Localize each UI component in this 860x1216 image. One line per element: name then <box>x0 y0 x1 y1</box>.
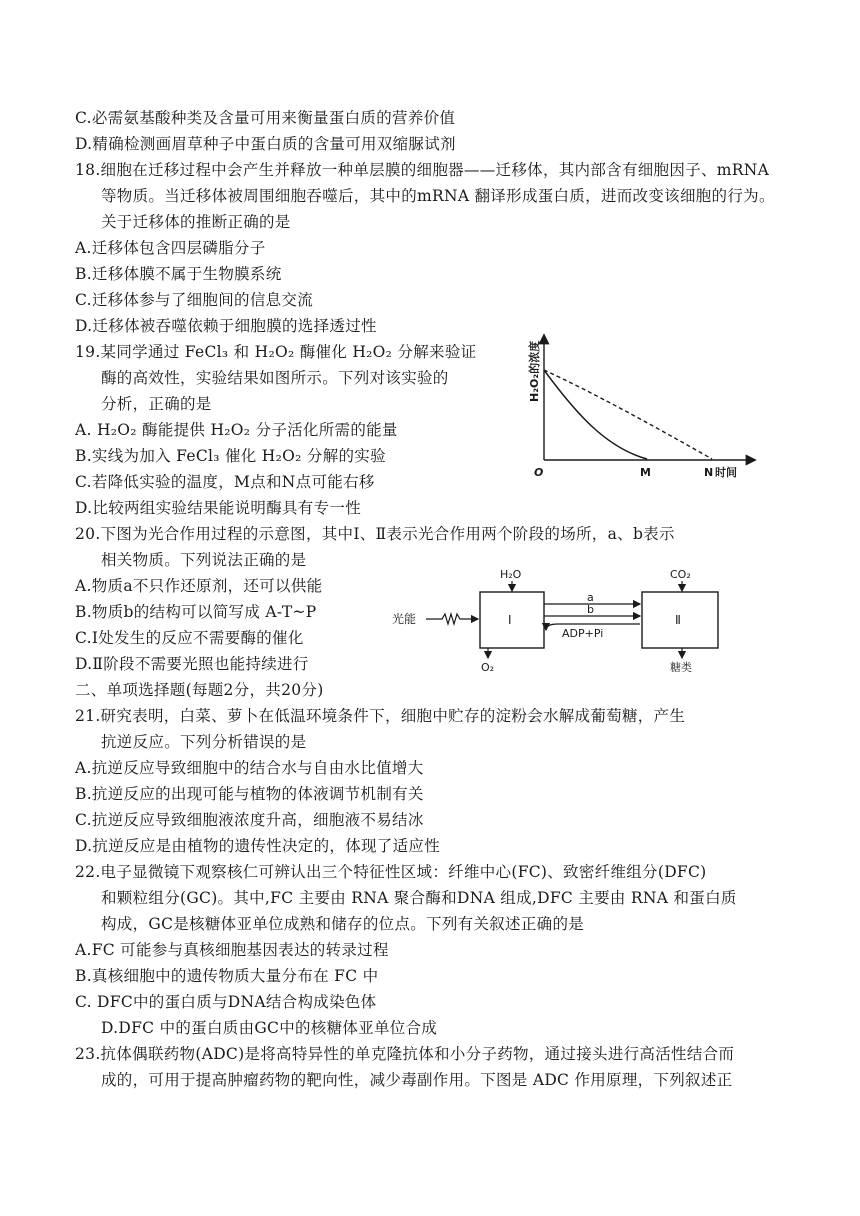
text-line: C.必需氨基酸种类及含量可用来衡量蛋白质的营养价值 <box>75 109 456 127</box>
point-n-label: N <box>704 466 714 479</box>
option-b: B.物质b的结构可以简写成 A-T~P <box>75 603 317 621</box>
text-line: 分析，正确的是 <box>101 395 212 413</box>
stage-2-label: Ⅱ <box>675 613 681 627</box>
option-b: B.抗逆反应的出现可能与植物的体液调节机制有关 <box>75 785 424 803</box>
dashed-curve <box>544 370 712 459</box>
stage-1-box <box>480 592 544 648</box>
option-a: A.FC 可能参与真核细胞基因表达的转录过程 <box>75 941 389 959</box>
text-line: D.精确检测画眉草种子中蛋白质的含量可用双缩脲试剂 <box>75 135 456 153</box>
question-22-stem: 22.电子显微镜下观察核仁可辨认出三个特征性区域：纤维中心(FC)、致密纤维组分(DFC) <box>75 863 707 881</box>
option-d: D.比较两组实验结果能说明酶具有专一性 <box>75 499 362 517</box>
sugar-label: 糖类 <box>670 661 692 672</box>
co2-label: CO₂ <box>670 568 691 581</box>
option-d: D.抗逆反应是由植物的遗传性决定的，体现了适应性 <box>75 837 441 855</box>
photosynthesis-diagram <box>390 562 740 672</box>
option-c: C.Ⅰ处发生的反应不需要酶的催化 <box>75 629 304 647</box>
option-b: B.迁移体膜不属于生物膜系统 <box>75 265 282 283</box>
option-c: C.抗逆反应导致细胞液浓度升高，细胞液不易结冰 <box>75 811 424 829</box>
text-line: 抗逆反应。下列分析错误的是 <box>101 733 307 751</box>
text-line: 相关物质。下列说法正确的是 <box>101 551 307 569</box>
adp-label: ADP+Pi <box>562 627 604 640</box>
question-21-stem: 21.研究表明，白菜、萝卜在低温环境条件下，细胞中贮存的淀粉会水解成葡萄糖，产生 <box>75 707 686 725</box>
text-line: 成的，可用于提高肿瘤药物的靶向性，减少毒副作用。下图是 ADC 作用原理，下列叙述正 <box>101 1071 733 1089</box>
text-line: 构成，GC是核糖体亚单位成熟和储存的位点。下列有关叙述正确的是 <box>101 915 585 933</box>
h2o-label: H₂O <box>500 568 522 581</box>
option-b: B.真核细胞中的遗传物质大量分布在 FC 中 <box>75 967 379 985</box>
option-c: C. DFC中的蛋白质与DNA结合构成染色体 <box>75 993 377 1011</box>
light-energy-label: 光能 <box>392 612 417 626</box>
option-a: A. H₂O₂ 酶能提供 H₂O₂ 分子活化所需的能量 <box>75 421 398 439</box>
label-a: a <box>587 591 594 604</box>
label-b: b <box>587 603 594 616</box>
question-23-stem: 23.抗体偶联药物(ADC)是将高特异性的单克隆抗体和小分子药物，通过接头进行高活性结合而 <box>75 1045 735 1063</box>
question-18-stem: 18.细胞在迁移过程中会产生并释放一种单层膜的细胞器——迁移体，其内部含有细胞因子、mRNA <box>75 161 770 179</box>
question-19-stem: 19.某同学通过 FeCl₃ 和 H₂O₂ 酶催化 H₂O₂ 分解来验证 <box>75 343 477 361</box>
option-a: A.迁移体包含四层磷脂分子 <box>75 239 266 257</box>
point-m-label: M <box>640 466 651 479</box>
origin-label: O <box>534 466 544 479</box>
o2-label: O₂ <box>481 661 495 672</box>
option-c: C.迁移体参与了细胞间的信息交流 <box>75 291 314 309</box>
section-heading: 二、单项选择题(每题2分，共20分) <box>75 681 324 699</box>
option-a: A.物质a不只作还原剂，还可以供能 <box>75 577 323 595</box>
text-line: 和颗粒组分(GC)。其中,FC 主要由 RNA 聚合酶和DNA 组成,DFC 主要由 RNA 和蛋白质 <box>101 889 737 907</box>
light-zigzag <box>426 614 478 624</box>
h2o2-concentration-graph <box>522 330 762 480</box>
text-line: 酶的高效性，实验结果如图所示。下列对该实验的 <box>101 369 449 387</box>
text-line: 关于迁移体的推断正确的是 <box>101 213 291 231</box>
option-d: D.DFC 中的蛋白质由GC中的核糖体亚单位合成 <box>101 1019 438 1037</box>
option-b: B.实线为加入 FeCl₃ 催化 H₂O₂ 分解的实验 <box>75 447 386 465</box>
option-d: D.Ⅱ阶段不需要光照也能持续进行 <box>75 655 309 673</box>
y-axis-label: H₂O₂的浓度 <box>528 340 541 402</box>
option-d: D.迁移体被吞噬依赖于细胞膜的选择透过性 <box>75 317 377 335</box>
text-line: 等物质。当迁移体被周围细胞吞噬后，其中的mRNA 翻译形成蛋白质，进而改变该细胞的行为。 <box>101 187 775 205</box>
question-20-stem: 20.下图为光合作用过程的示意图，其中Ⅰ、Ⅱ表示光合作用两个阶段的场所，a、b表示 <box>75 525 675 543</box>
stage-1-label: Ⅰ <box>508 613 512 627</box>
x-axis-label: 时间 <box>715 466 737 479</box>
option-a: A.抗逆反应导致细胞中的结合水与自由水比值增大 <box>75 759 424 777</box>
option-c: C.若降低实验的温度，M点和N点可能右移 <box>75 473 375 491</box>
